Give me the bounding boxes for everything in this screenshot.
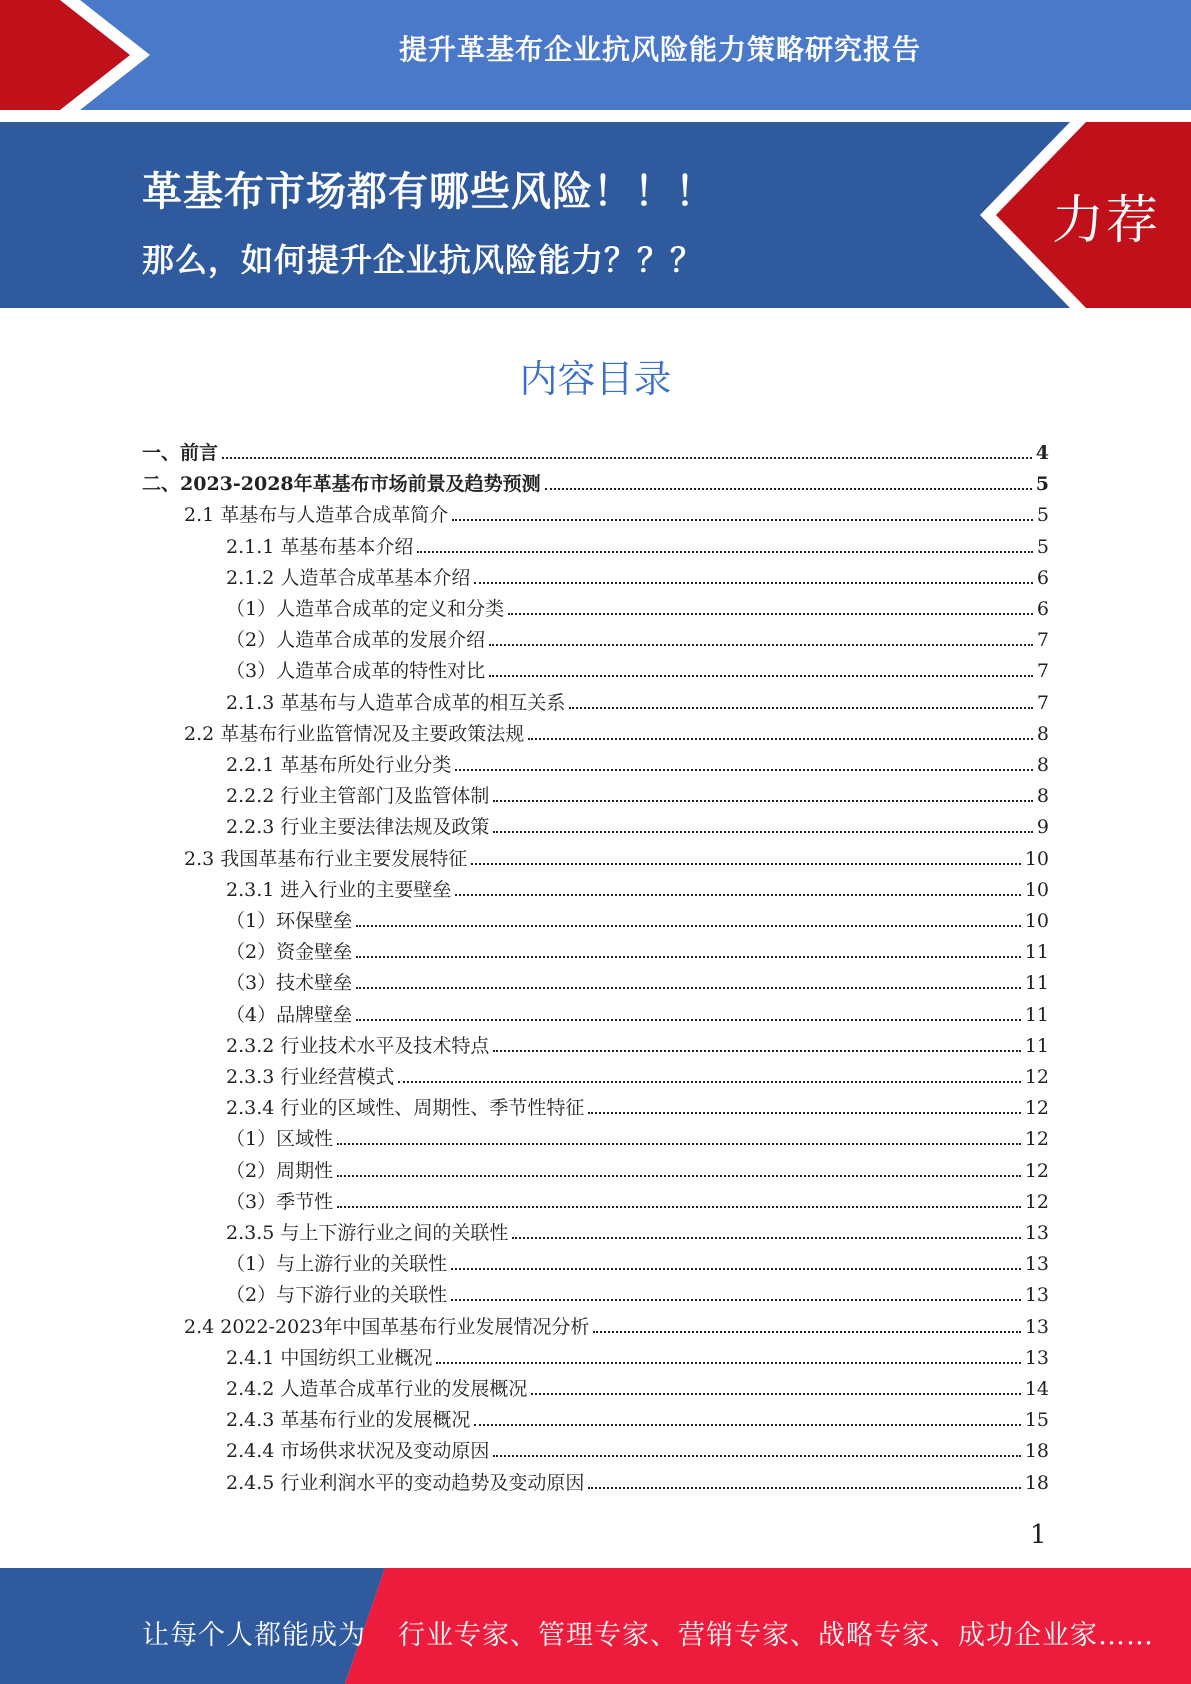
toc-entry[interactable]	[226, 1468, 1049, 1499]
toc-entry-title: （1）环保壁垒	[226, 910, 353, 932]
toc-entry-title: （3）季节性	[226, 1190, 334, 1213]
toc-entry[interactable]	[226, 1436, 1049, 1467]
toc-dot-leader	[493, 799, 1033, 802]
toc-entry[interactable]	[226, 1343, 1049, 1374]
toc-entry[interactable]	[226, 594, 1049, 625]
toc-entry-page: 13	[1024, 1253, 1049, 1276]
toc-dot-leader	[474, 581, 1033, 584]
toc-entry-page: 7	[1036, 629, 1049, 652]
toc-entry-page: 15	[1024, 1409, 1049, 1432]
toc-entry-title: 2.2.1 革基布所处行业分类	[226, 754, 452, 776]
toc-entry[interactable]	[226, 688, 1049, 719]
toc-entry-title: 2.1.1 革基布基本介绍	[226, 535, 414, 558]
footer-slogan-right: 行业专家、管理专家、营销专家、战略专家、成功企业家……	[398, 1620, 1154, 1651]
toc-dot-leader	[337, 1142, 1021, 1145]
toc-entry-title: 一、前言	[142, 442, 219, 464]
toc-entry-page: 9	[1036, 816, 1049, 839]
toc-entry-page: 13	[1024, 1315, 1049, 1338]
toc-entry-page: 12	[1024, 1128, 1049, 1151]
toc-entry-page: 5	[1036, 535, 1049, 558]
toc-entry[interactable]	[226, 656, 1049, 687]
toc-entry-page: 8	[1036, 722, 1049, 745]
toc-dot-leader	[451, 1267, 1021, 1270]
toc-dot-leader	[512, 1236, 1020, 1239]
toc-dot-leader	[451, 1298, 1021, 1301]
toc-entry[interactable]	[226, 781, 1049, 812]
toc-entry[interactable]	[226, 1124, 1049, 1155]
toc-entry[interactable]	[226, 1031, 1049, 1062]
toc-entry-page: 14	[1024, 1378, 1049, 1400]
toc-dot-leader	[471, 862, 1021, 865]
toc-entry[interactable]	[142, 469, 1049, 500]
toc-dot-leader	[337, 1174, 1021, 1177]
toc-dot-leader	[493, 830, 1033, 833]
toc-entry-title: （3）人造革合成革的特性对比	[226, 660, 486, 683]
toc-entry-title: 2.3.3 行业经营模式	[226, 1066, 395, 1088]
toc-entry-title: 2.4 2022-2023年中国革基布行业发展情况分析	[184, 1315, 590, 1338]
toc-entry[interactable]	[184, 719, 1049, 750]
toc-dot-leader	[356, 986, 1021, 989]
toc-entry-title: 2.3.1 进入行业的主要壁垒	[226, 878, 452, 901]
toc-entry-title: （1）人造革合成革的定义和分类	[226, 598, 505, 620]
toc-entry-page: 8	[1036, 785, 1049, 808]
toc-entry-title: 2.4.1 中国纺织工业概况	[226, 1346, 433, 1369]
banner-headline-1: 革基布市场都有哪些风险！！！	[142, 169, 716, 215]
toc-dot-leader	[455, 893, 1020, 896]
toc-dot-leader	[545, 487, 1032, 490]
toc-dot-leader	[436, 1361, 1020, 1364]
toc-entry-title: （2）周期性	[226, 1159, 334, 1182]
toc-entry-title: 2.1.3 革基布与人造革合成革的相互关系	[226, 691, 566, 714]
toc-entry[interactable]	[184, 500, 1049, 531]
toc-entry-title: （2）与下游行业的关联性	[226, 1284, 448, 1307]
toc-entry-title: 二、2023-2028年革基布市场前景及趋势预测	[142, 473, 541, 496]
toc-entry-page: 18	[1024, 1471, 1049, 1494]
report-title: 提升革基布企业抗风险能力策略研究报告	[398, 33, 921, 66]
toc-entry[interactable]	[226, 968, 1049, 999]
toc-dot-leader	[356, 924, 1021, 927]
toc-entry-title: 2.3.5 与上下游行业之间的关联性	[226, 1222, 509, 1244]
toc-dot-leader	[528, 737, 1033, 740]
toc-entry-page: 6	[1036, 566, 1049, 589]
toc-dot-leader	[337, 1205, 1021, 1208]
banner-headline-2: 那么，如何提升企业抗风险能力？？？	[142, 241, 704, 279]
toc-entry-page: 12	[1024, 1190, 1049, 1213]
toc-entry[interactable]	[142, 438, 1049, 469]
toc-dot-leader	[489, 643, 1033, 646]
toc-dot-leader	[452, 518, 1033, 521]
toc-dot-leader	[531, 1392, 1020, 1395]
toc-entry-title: 2.4.2 人造革合成革行业的发展概况	[226, 1378, 528, 1400]
toc-dot-leader	[588, 1486, 1020, 1489]
toc-entry-title: 2.4.3 革基布行业的发展概况	[226, 1409, 471, 1432]
toc-entry-page: 12	[1024, 1097, 1049, 1120]
toc-entry-page: 5	[1035, 473, 1049, 496]
toc-entry-page: 4	[1035, 442, 1049, 464]
toc-entry-page: 11	[1024, 1034, 1049, 1057]
toc-entry-page: 11	[1024, 1003, 1049, 1026]
toc-entry-title: 2.1.2 人造革合成革基本介绍	[226, 566, 471, 589]
toc-dot-leader	[417, 550, 1033, 553]
toc-entry-page: 18	[1024, 1440, 1049, 1463]
toc-entry-title: 2.3 我国革基布行业主要发展特征	[184, 847, 468, 870]
toc-entry-page: 13	[1024, 1284, 1049, 1307]
toc-entry[interactable]	[226, 1156, 1049, 1187]
toc-dot-leader	[474, 1423, 1020, 1426]
toc-dot-leader	[489, 674, 1033, 677]
toc-entry[interactable]	[226, 1374, 1049, 1405]
toc-entry[interactable]	[226, 1187, 1049, 1218]
toc-entry[interactable]	[184, 844, 1049, 875]
toc-entry-page: 12	[1024, 1159, 1049, 1182]
toc-entry[interactable]	[226, 1218, 1049, 1249]
toc-entry[interactable]	[226, 750, 1049, 781]
toc-dot-leader	[455, 768, 1033, 771]
toc-entry-title: 2.4.4 市场供求状况及变动原因	[226, 1440, 490, 1463]
top-left-arrow-decoration	[0, 0, 160, 110]
toc-entry-page: 11	[1024, 972, 1049, 995]
toc-entry-page: 10	[1024, 878, 1049, 901]
footer-slogan-left: 让每个人都能成为	[142, 1620, 366, 1651]
toc-entry[interactable]	[226, 1000, 1049, 1031]
toc-entry[interactable]	[226, 563, 1049, 594]
toc-entry-page: 5	[1036, 504, 1049, 527]
toc-entry-page: 13	[1024, 1222, 1049, 1244]
page-number: 1	[1030, 1520, 1047, 1550]
toc-entry-title: （1）与上游行业的关联性	[226, 1253, 448, 1276]
toc-entry-title: 2.3.4 行业的区域性、周期性、季节性特征	[226, 1097, 585, 1120]
toc-entry[interactable]	[226, 1093, 1049, 1124]
toc-entry-title: 2.2.2 行业主管部门及监管体制	[226, 785, 490, 808]
toc-entry-title: 2.3.2 行业技术水平及技术特点	[226, 1034, 490, 1057]
toc-entry[interactable]	[226, 875, 1049, 906]
toc-entry[interactable]	[226, 1405, 1049, 1436]
toc-entry-title: （2）资金壁垒	[226, 941, 353, 964]
toc-entry-title: 2.2.3 行业主要法律法规及政策	[226, 816, 490, 839]
toc-entry[interactable]	[226, 532, 1049, 563]
toc-entry-title: （4）品牌壁垒	[226, 1003, 353, 1026]
toc-entry-page: 8	[1036, 754, 1049, 776]
toc-dot-leader	[222, 456, 1032, 459]
toc-entry-page: 10	[1024, 847, 1049, 870]
toc-dot-leader	[593, 1330, 1020, 1333]
toc-entry-title: 2.4.5 行业利润水平的变动趋势及变动原因	[226, 1471, 585, 1494]
toc-entry-title: （2）人造革合成革的发展介绍	[226, 629, 486, 652]
toc-entry[interactable]	[226, 1280, 1049, 1311]
toc-entry-title: （3）技术壁垒	[226, 972, 353, 995]
toc-entry-title: 2.2 革基布行业监管情况及主要政策法规	[184, 722, 525, 745]
toc-entry[interactable]	[184, 1312, 1049, 1343]
toc-entry-page: 7	[1036, 660, 1049, 683]
toc-entry-page: 13	[1024, 1346, 1049, 1369]
toc-dot-leader	[493, 1049, 1020, 1052]
toc-entry[interactable]	[226, 625, 1049, 656]
toc-entry-title: （1）区域性	[226, 1128, 334, 1151]
toc-entry[interactable]	[226, 937, 1049, 968]
toc-dot-leader	[356, 955, 1021, 958]
toc-entry[interactable]	[226, 812, 1049, 843]
toc-entry-page: 10	[1024, 910, 1049, 932]
toc-dot-leader	[569, 706, 1033, 709]
toc-entry-page: 11	[1024, 941, 1049, 964]
toc-dot-leader	[493, 1454, 1020, 1457]
toc-entry[interactable]	[226, 906, 1049, 937]
toc-dot-leader	[356, 1018, 1021, 1021]
toc-dot-leader	[508, 612, 1033, 615]
toc-entry[interactable]	[226, 1062, 1049, 1093]
toc-entry-page: 6	[1036, 598, 1049, 620]
toc-dot-leader	[588, 1111, 1020, 1114]
toc-entry[interactable]	[226, 1249, 1049, 1280]
toc-entry-page: 7	[1036, 691, 1049, 714]
toc-entry-page: 12	[1024, 1066, 1049, 1088]
recommend-label: 力荐	[1052, 191, 1161, 251]
toc-dot-leader	[398, 1080, 1020, 1083]
toc-title: 内容目录	[519, 357, 672, 401]
toc-entry-title: 2.1 革基布与人造革合成革简介	[184, 504, 449, 527]
